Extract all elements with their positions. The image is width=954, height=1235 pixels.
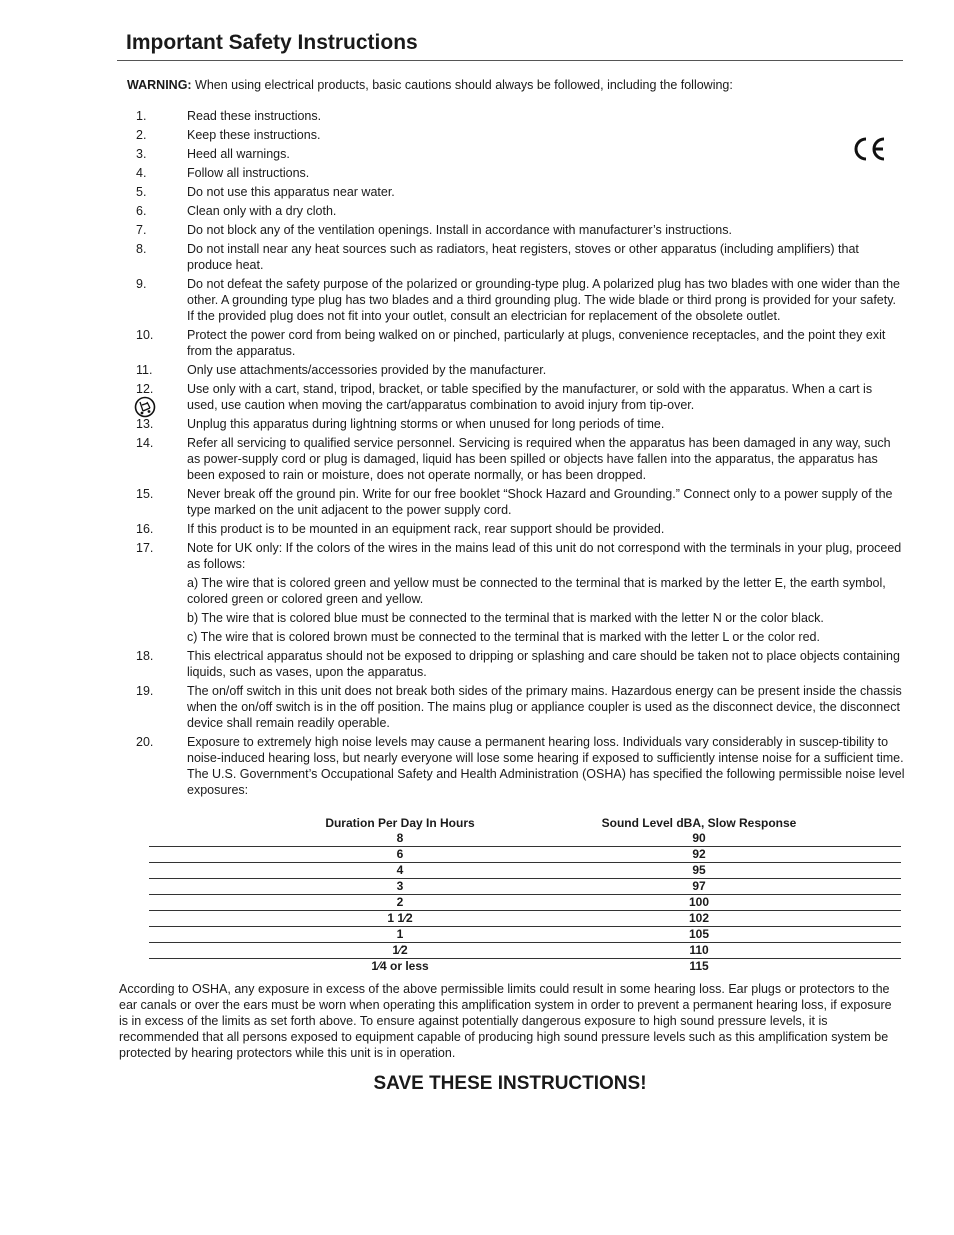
list-item	[136, 203, 906, 219]
list-item	[136, 241, 906, 273]
list-item	[136, 184, 906, 200]
item-number: 13.	[136, 417, 154, 431]
sound-level-cell: 115	[689, 959, 709, 973]
noise-exposure-table	[149, 815, 901, 974]
sound-level-cell: 110	[689, 943, 709, 957]
list-item	[136, 362, 906, 378]
list-item	[136, 435, 906, 483]
item-text: Do not block any of the ventilation openings. Install in accordance with manufacturer’s instructions.	[187, 223, 732, 237]
duration-cell: 4	[396, 863, 404, 877]
duration-cell: 2	[396, 895, 404, 909]
table-row	[149, 831, 901, 847]
warning-text	[127, 77, 907, 93]
item-text: Do not use this apparatus near water.	[187, 185, 395, 199]
item-number: 6.	[136, 204, 147, 218]
item-number: 11.	[136, 363, 153, 377]
list-item	[136, 540, 906, 645]
item-number: 20.	[136, 735, 154, 749]
item-number: 15.	[136, 487, 154, 501]
item-number: 9.	[136, 277, 147, 291]
list-item	[136, 108, 906, 124]
osha-paragraph: According to OSHA, any exposure in excess of the above permissible limits could result in some hearing loss. Ear plugs or protectors to the ear canals or over the ears must be worn when operating this amplification system in order to prevent a permanent hearing loss, if exposure is in excess of the limits as set forth above. To ensure against potentially dangerous exposure to high sound pressure levels, it is recommended that all persons exposed to equipment capable of producing high sound pressure levels such as this amplification system be protected by hearing protectors while this unit is in operation.	[119, 982, 892, 1060]
list-item	[136, 521, 906, 537]
sound-level-cell: 102	[688, 911, 710, 925]
list-item	[136, 327, 906, 359]
item-number: 8.	[136, 242, 147, 256]
safety-instructions-list	[136, 108, 906, 801]
list-item	[136, 648, 906, 680]
sound-level-cell: 97	[692, 879, 706, 893]
table-row	[149, 911, 901, 927]
table-row	[149, 847, 901, 863]
item-text: Use only with a cart, stand, tripod, bracket, or table specified by the manufacturer, or sold with the apparatus. When a cart is used, use caution when moving the cart/apparatus combination to avoid injury from tip-over.	[187, 382, 873, 412]
table-row	[149, 959, 901, 974]
duration-cell: 1	[396, 927, 404, 941]
sound-level-cell: 92	[692, 847, 706, 861]
item-number: 3.	[136, 147, 147, 161]
item-text: Clean only with a dry cloth.	[187, 204, 337, 218]
list-item	[136, 734, 906, 798]
list-item	[136, 683, 906, 731]
uk-note-b: b) The wire that is colored blue must be connected to the terminal that is marked with the letter N or the color black.	[187, 611, 824, 625]
item-number: 14.	[136, 436, 154, 450]
item-text: Note for UK only: If the colors of the wires in the mains lead of this unit do not correspond with the terminals in your plug, proceed as follows:	[187, 541, 902, 571]
duration-cell: 8	[396, 831, 404, 845]
list-item	[136, 146, 906, 162]
duration-cell: 6	[396, 847, 404, 861]
table-header-row	[149, 815, 901, 831]
sound-level-cell: 105	[688, 927, 710, 941]
title-divider	[117, 60, 903, 61]
list-item	[136, 416, 906, 432]
item-text: Only use attachments/accessories provided by the manufacturer.	[187, 363, 547, 377]
table-row	[149, 863, 901, 879]
sound-level-cell: 100	[688, 895, 710, 909]
item-number: 17.	[136, 541, 154, 555]
sound-level-cell: 95	[692, 863, 706, 877]
item-text: Protect the power cord from being walked on or pinched, particularly at plugs, convenience receptacles, and the point they exit from the apparatus.	[187, 328, 886, 358]
item-text: Keep these instructions.	[187, 128, 321, 142]
item-text: This electrical apparatus should not be exposed to dripping or splashing and care should be taken not to place objects containing liquids, such as vases, upon the apparatus.	[187, 649, 900, 679]
table-row	[149, 927, 901, 943]
item-text: Refer all servicing to qualified service personnel. Servicing is required when the apparatus has been damaged in any way, such as power-supply cord or plug is damaged, liquid has been spilled or objects have fallen into the apparatus, the apparatus has been exposed to rain or moisture, does not operate normally, or has been dropped.	[187, 436, 891, 482]
item-text: Unplug this apparatus during lightning storms or when unused for long periods of time.	[187, 417, 665, 431]
item-text: Follow all instructions.	[187, 166, 310, 180]
item-number: 19.	[136, 684, 154, 698]
sound-level-cell: 90	[692, 831, 706, 845]
list-item	[136, 222, 906, 238]
list-item	[136, 127, 906, 143]
item-text: Read these instructions.	[187, 109, 322, 123]
item-text: Heed all warnings.	[187, 147, 290, 161]
item-text: Never break off the ground pin. Write for our free booklet “Shock Hazard and Grounding.” Connect only to a power supply of the type marked on the unit adjacent to the power supply cord.	[187, 487, 893, 517]
item-text: Do not defeat the safety purpose of the polarized or grounding-type plug. A polarized plug has two blades with one wider than the other. A grounding type plug has two blades and a third grounding plug. The wide blade or third prong is provided for your safety. If the provided plug does not fit into your outlet, consult an electrician for replacement of the obsolete outlet.	[187, 277, 900, 323]
duration-cell: 1 1⁄2	[387, 911, 413, 925]
item-text: Exposure to extremely high noise levels may cause a permanent hearing loss. Individuals vary considerably in suscep-tibility to noise-induced hearing loss, but nearly everyone will lose some hearing if exposed to sufficiently intense noise for a sufficient time. The U.S. Government’s Occupational Safety and Health Administration (OSHA) has specified the following permissible noise level exposures:	[187, 735, 905, 797]
item-number: 5.	[136, 185, 147, 199]
item-text: Do not install near any heat sources such as radiators, heat registers, stoves or other apparatus (including amplifiers) that produce heat.	[187, 242, 859, 272]
column-header-sound-level: Sound Level dBA, Slow Response	[601, 816, 797, 830]
item-number: 18.	[136, 649, 154, 663]
page-title: Important Safety Instructions	[126, 31, 418, 54]
list-item	[136, 276, 906, 324]
list-item	[136, 486, 906, 518]
list-item	[136, 381, 906, 413]
item-text: The on/off switch in this unit does not break both sides of the primary mains. Hazardous energy can be present inside the chassis when the on/off switch is in the off position. The mains plug or appliance coupler is used as the disconnect device, the disconnect device shall remain readily operable.	[187, 684, 902, 730]
item-number: 4.	[136, 166, 147, 180]
duration-cell: 1⁄2	[392, 943, 408, 957]
duration-cell: 3	[396, 879, 404, 893]
table-row	[149, 895, 901, 911]
table-row	[149, 943, 901, 959]
uk-note-a: a) The wire that is colored green and yellow must be connected to the terminal that is marked by the letter E, the earth symbol, colored green or colored green and yellow.	[187, 576, 886, 606]
item-number: 12.	[136, 382, 154, 396]
item-number: 10.	[136, 328, 154, 342]
item-number: 2.	[136, 128, 147, 142]
duration-cell: 1⁄4 or less	[371, 959, 429, 973]
list-item	[136, 165, 906, 181]
warning-label: WARNING:	[127, 78, 192, 92]
uk-note-c: c) The wire that is colored brown must be connected to the terminal that is marked with the letter L or the color red.	[187, 630, 820, 644]
item-text: If this product is to be mounted in an equipment rack, rear support should be provided.	[187, 522, 665, 536]
warning-body: When using electrical products, basic cautions should always be followed, including the following:	[191, 78, 733, 92]
column-header-duration: Duration Per Day In Hours	[325, 816, 475, 830]
item-number: 1.	[136, 109, 147, 123]
save-instructions-heading: SAVE THESE INSTRUCTIONS!	[373, 1073, 647, 1094]
item-number: 7.	[136, 223, 147, 237]
table-row	[149, 879, 901, 895]
item-number: 16.	[136, 522, 154, 536]
